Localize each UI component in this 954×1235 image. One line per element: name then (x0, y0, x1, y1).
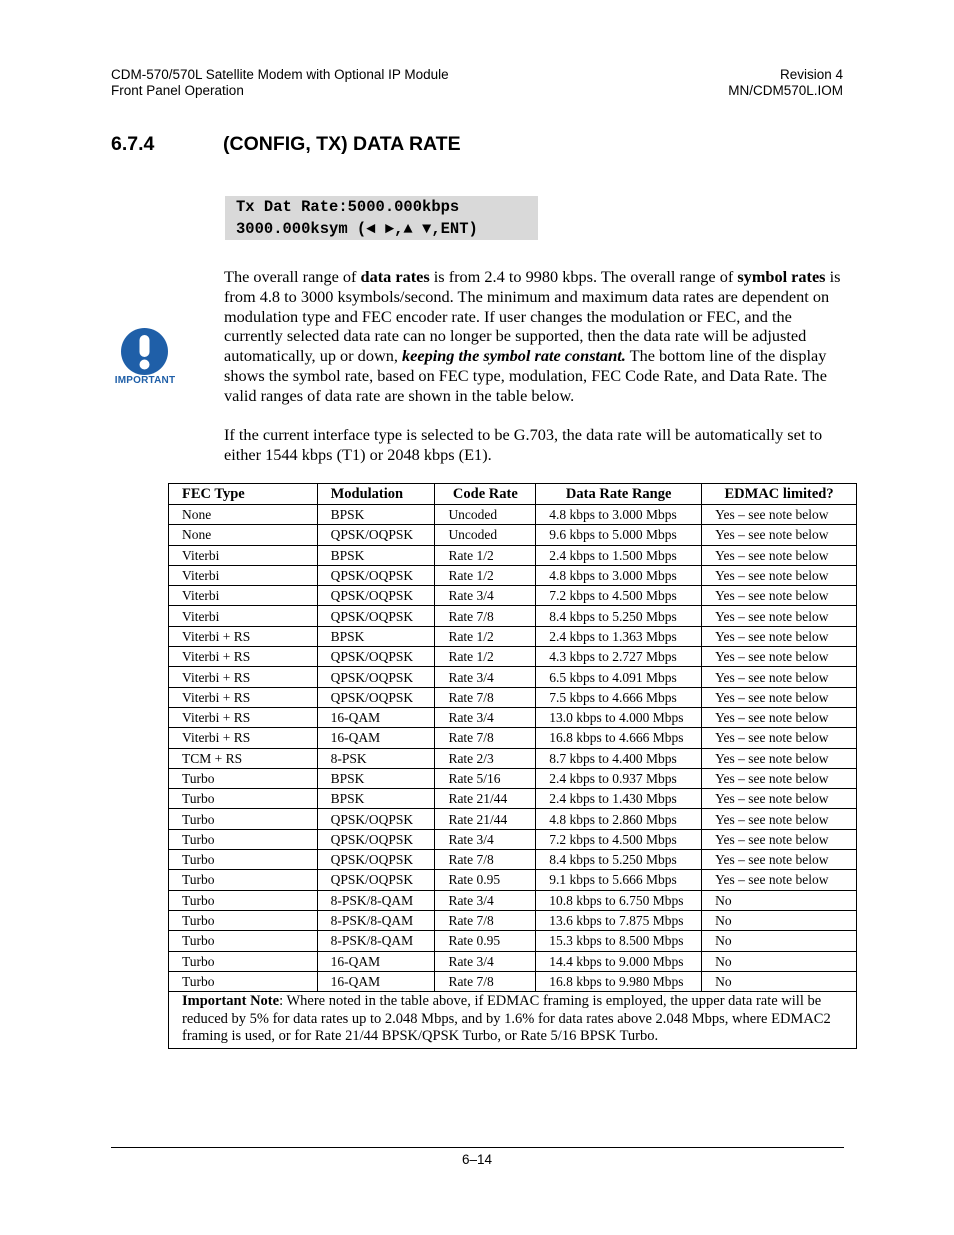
code-rate-cell: Uncoded (435, 505, 536, 525)
edmac-limited-cell: Yes – see note below (702, 809, 857, 829)
data-rate-range-cell: 7.2 kbps to 4.500 Mbps (536, 829, 702, 849)
table-row (169, 707, 857, 727)
edmac-limited-cell: Yes – see note below (702, 626, 857, 646)
fec-type-cell: Viterbi (169, 545, 318, 565)
data-rate-range-cell: 8.4 kbps to 5.250 Mbps (536, 606, 702, 626)
table-row (169, 789, 857, 809)
table-row (169, 931, 857, 951)
data-rate-range-cell: 14.4 kbps to 9.000 Mbps (536, 951, 702, 971)
fec-type-cell: Turbo (169, 870, 318, 890)
code-rate-cell: Rate 2/3 (435, 748, 536, 768)
table-row (169, 687, 857, 707)
column-header-edmac-limited: EDMAC limited? (702, 484, 857, 505)
table-row (169, 910, 857, 930)
code-rate-cell: Rate 7/8 (435, 728, 536, 748)
modulation-cell: 8-PSK/8-QAM (317, 910, 435, 930)
table-row (169, 586, 857, 606)
code-rate-cell: Rate 7/8 (435, 606, 536, 626)
table-row (169, 667, 857, 687)
section-title: (CONFIG, TX) DATA RATE (223, 133, 461, 155)
edmac-limited-cell: Yes – see note below (702, 647, 857, 667)
table-row (169, 728, 857, 748)
code-rate-cell: Rate 7/8 (435, 971, 536, 991)
data-rate-range-cell: 15.3 kbps to 8.500 Mbps (536, 931, 702, 951)
modulation-cell: QPSK/OQPSK (317, 606, 435, 626)
fec-type-cell: Viterbi (169, 606, 318, 626)
table-note-row (169, 992, 857, 1049)
column-header-fec-type: FEC Type (169, 484, 318, 505)
data-rate-range-cell: 6.5 kbps to 4.091 Mbps (536, 667, 702, 687)
edmac-limited-cell: Yes – see note below (702, 829, 857, 849)
data-rate-range-cell: 4.8 kbps to 3.000 Mbps (536, 565, 702, 585)
table-row (169, 606, 857, 626)
fec-type-cell: Viterbi + RS (169, 728, 318, 748)
edmac-limited-cell: Yes – see note below (702, 606, 857, 626)
code-rate-cell: Rate 3/4 (435, 667, 536, 687)
edmac-limited-cell: Yes – see note below (702, 870, 857, 890)
display-line-1: Tx Dat Rate:5000.000kbps (236, 198, 460, 216)
table-row (169, 505, 857, 525)
table-header-row (169, 484, 857, 505)
code-rate-cell: Rate 7/8 (435, 687, 536, 707)
table-row (169, 829, 857, 849)
data-rate-range-cell: 8.7 kbps to 4.400 Mbps (536, 748, 702, 768)
modulation-cell: QPSK/OQPSK (317, 870, 435, 890)
fec-type-cell: Viterbi + RS (169, 647, 318, 667)
fec-type-cell: Turbo (169, 789, 318, 809)
table-row (169, 768, 857, 788)
table-row (169, 971, 857, 991)
modulation-cell: 16-QAM (317, 971, 435, 991)
table-row (169, 525, 857, 545)
revision-label: Revision 4 (779, 67, 843, 82)
data-rate-range-cell: 16.8 kbps to 9.980 Mbps (536, 971, 702, 991)
fec-type-cell: Viterbi + RS (169, 687, 318, 707)
modulation-cell: QPSK/OQPSK (317, 586, 435, 606)
edmac-limited-cell: Yes – see note below (702, 850, 857, 870)
exclamation-icon (121, 328, 168, 375)
fec-type-cell: Turbo (169, 931, 318, 951)
column-header-code-rate: Code Rate (435, 484, 536, 505)
text-run: The bottom line of the display shows the symbol rate, based on FEC type, modulation, FEC Code Rate, and Data Rate. The valid ranges of data rate are shown in the table below. (224, 346, 827, 405)
fec-type-cell: Turbo (169, 890, 318, 910)
table-body (169, 505, 857, 992)
data-rate-range-cell: 16.8 kbps to 4.666 Mbps (536, 728, 702, 748)
edmac-limited-cell: Yes – see note below (702, 748, 857, 768)
modulation-cell: 8-PSK (317, 748, 435, 768)
data-rate-range-cell: 7.2 kbps to 4.500 Mbps (536, 586, 702, 606)
section-number: 6.7.4 (111, 133, 155, 155)
code-rate-cell: Rate 1/2 (435, 565, 536, 585)
table-row (169, 748, 857, 768)
fec-type-cell: Viterbi + RS (169, 626, 318, 646)
edmac-limited-cell: Yes – see note below (702, 525, 857, 545)
important-label: IMPORTANT (114, 375, 176, 386)
edmac-limited-cell: Yes – see note below (702, 667, 857, 687)
table-row (169, 647, 857, 667)
table-row (169, 951, 857, 971)
fec-type-cell: Turbo (169, 971, 318, 991)
edmac-limited-cell: No (702, 951, 857, 971)
important-note-text: : Where noted in the table above, if EDMAC framing is employed, the upper data rate will be reduced by 5% for data rates up to 2.048 Mbps, and by 1.6% for data rates above 2.048 Mbps, where EDMAC2 framing is used, or for Rate 21/44 BPSK/QPSK Turbo, or Rate 5/16 BPSK Turbo. (182, 993, 831, 1045)
header-left (111, 67, 449, 99)
modulation-cell: QPSK/OQPSK (317, 525, 435, 545)
modulation-cell: 16-QAM (317, 707, 435, 727)
fec-type-cell: None (169, 505, 318, 525)
section-heading (111, 133, 461, 156)
data-rate-range-cell: 2.4 kbps to 1.430 Mbps (536, 789, 702, 809)
table-row (169, 565, 857, 585)
code-rate-cell: Rate 0.95 (435, 870, 536, 890)
code-rate-cell: Rate 1/2 (435, 647, 536, 667)
modulation-cell: 8-PSK/8-QAM (317, 931, 435, 951)
important-note (169, 992, 857, 1049)
code-rate-cell: Rate 3/4 (435, 951, 536, 971)
data-rate-range-cell: 2.4 kbps to 1.500 Mbps (536, 545, 702, 565)
manual-number: MN/CDM570L.IOM (728, 83, 843, 98)
modulation-cell: 8-PSK/8-QAM (317, 890, 435, 910)
modulation-cell: BPSK (317, 505, 435, 525)
fec-type-cell: TCM + RS (169, 748, 318, 768)
code-rate-cell: Rate 3/4 (435, 829, 536, 849)
text-run: is from 4.8 to 3000 ksymbols/second. The minimum and maximum data rates are dependent on modulation type and FEC encoder rate. If user changes the modulation or FEC, and the currently selected data rate can no longer be supported, then the data rate will be adjusted automatically, up or down, (224, 267, 841, 366)
fec-type-cell: Turbo (169, 850, 318, 870)
bold-term-symbol-rates: symbol rates (737, 267, 826, 286)
column-header-modulation: Modulation (317, 484, 435, 505)
modulation-cell: 16-QAM (317, 728, 435, 748)
modulation-cell: QPSK/OQPSK (317, 667, 435, 687)
important-notice (112, 328, 180, 390)
modulation-cell: QPSK/OQPSK (317, 687, 435, 707)
fec-type-cell: Turbo (169, 910, 318, 930)
code-rate-cell: Rate 5/16 (435, 768, 536, 788)
data-rate-range-cell: 4.8 kbps to 3.000 Mbps (536, 505, 702, 525)
edmac-limited-cell: No (702, 910, 857, 930)
edmac-limited-cell: Yes – see note below (702, 728, 857, 748)
edmac-limited-cell: Yes – see note below (702, 505, 857, 525)
table-row (169, 850, 857, 870)
code-rate-cell: Rate 3/4 (435, 586, 536, 606)
data-rate-range-cell: 7.5 kbps to 4.666 Mbps (536, 687, 702, 707)
code-rate-cell: Rate 21/44 (435, 789, 536, 809)
fec-type-cell: Turbo (169, 768, 318, 788)
table-row (169, 626, 857, 646)
data-rate-range-cell: 2.4 kbps to 0.937 Mbps (536, 768, 702, 788)
edmac-limited-cell: No (702, 890, 857, 910)
chapter-title: Front Panel Operation (111, 83, 244, 98)
modulation-cell: QPSK/OQPSK (317, 829, 435, 849)
code-rate-cell: Uncoded (435, 525, 536, 545)
data-rate-range-cell: 13.0 kbps to 4.000 Mbps (536, 707, 702, 727)
g703-note: If the current interface type is selected to be G.703, the data rate will be automatically set to either 1544 kbps (T1) or 2048 kbps (E1). (224, 425, 823, 464)
data-rate-range-cell: 2.4 kbps to 1.363 Mbps (536, 626, 702, 646)
edmac-limited-cell: Yes – see note below (702, 586, 857, 606)
code-rate-cell: Rate 21/44 (435, 809, 536, 829)
table-row (169, 809, 857, 829)
data-rate-range-cell: 13.6 kbps to 7.875 Mbps (536, 910, 702, 930)
data-rate-range-cell: 10.8 kbps to 6.750 Mbps (536, 890, 702, 910)
data-rate-table (168, 483, 857, 1049)
bold-term-data-rates: data rates (360, 267, 430, 286)
edmac-limited-cell: Yes – see note below (702, 789, 857, 809)
emphasis-symbol-rate-constant: keeping the symbol rate constant. (402, 346, 626, 366)
data-rate-range-cell: 9.6 kbps to 5.000 Mbps (536, 525, 702, 545)
modulation-cell: QPSK/OQPSK (317, 809, 435, 829)
fec-type-cell: Viterbi (169, 565, 318, 585)
modulation-cell: QPSK/OQPSK (317, 850, 435, 870)
code-rate-cell: Rate 3/4 (435, 707, 536, 727)
fec-type-cell: Turbo (169, 951, 318, 971)
text-run: The overall range of (224, 267, 361, 286)
table-row (169, 870, 857, 890)
fec-type-cell: Turbo (169, 829, 318, 849)
code-rate-cell: Rate 0.95 (435, 931, 536, 951)
fec-type-cell: Viterbi + RS (169, 707, 318, 727)
page-number: 6–14 (461, 1152, 493, 1167)
edmac-limited-cell: Yes – see note below (702, 565, 857, 585)
edmac-limited-cell: Yes – see note below (702, 768, 857, 788)
code-rate-cell: Rate 7/8 (435, 910, 536, 930)
data-rate-range-cell: 8.4 kbps to 5.250 Mbps (536, 850, 702, 870)
document-title: CDM-570/570L Satellite Modem with Optional IP Module (111, 67, 449, 82)
data-rate-range-cell: 9.1 kbps to 5.666 Mbps (536, 870, 702, 890)
display-line-2: 3000.000ksym (◄ ►,▲ ▼,ENT) (236, 220, 478, 238)
modulation-cell: BPSK (317, 545, 435, 565)
footer-divider (111, 1147, 844, 1148)
column-header-data-rate-range: Data Rate Range (536, 484, 702, 505)
code-rate-cell: Rate 7/8 (435, 850, 536, 870)
code-rate-cell: Rate 1/2 (435, 545, 536, 565)
modulation-cell: BPSK (317, 789, 435, 809)
edmac-limited-cell: No (702, 931, 857, 951)
table-row (169, 545, 857, 565)
front-panel-display (225, 196, 538, 240)
fec-type-cell: None (169, 525, 318, 545)
modulation-cell: QPSK/OQPSK (317, 647, 435, 667)
modulation-cell: QPSK/OQPSK (317, 565, 435, 585)
important-note-label: Important Note (182, 993, 280, 1010)
fec-type-cell: Viterbi + RS (169, 667, 318, 687)
edmac-limited-cell: Yes – see note below (702, 687, 857, 707)
edmac-limited-cell: Yes – see note below (702, 707, 857, 727)
edmac-limited-cell: No (702, 971, 857, 991)
fec-type-cell: Viterbi (169, 586, 318, 606)
data-rate-description (224, 267, 844, 406)
modulation-cell: BPSK (317, 626, 435, 646)
code-rate-cell: Rate 3/4 (435, 890, 536, 910)
text-run: is from 2.4 to 9980 kbps. The overall range of (429, 267, 738, 286)
fec-type-cell: Turbo (169, 809, 318, 829)
code-rate-cell: Rate 1/2 (435, 626, 536, 646)
table-row (169, 890, 857, 910)
modulation-cell: BPSK (317, 768, 435, 788)
header-right (728, 67, 843, 99)
edmac-limited-cell: Yes – see note below (702, 545, 857, 565)
data-rate-range-cell: 4.3 kbps to 2.727 Mbps (536, 647, 702, 667)
modulation-cell: 16-QAM (317, 951, 435, 971)
data-rate-range-cell: 4.8 kbps to 2.860 Mbps (536, 809, 702, 829)
